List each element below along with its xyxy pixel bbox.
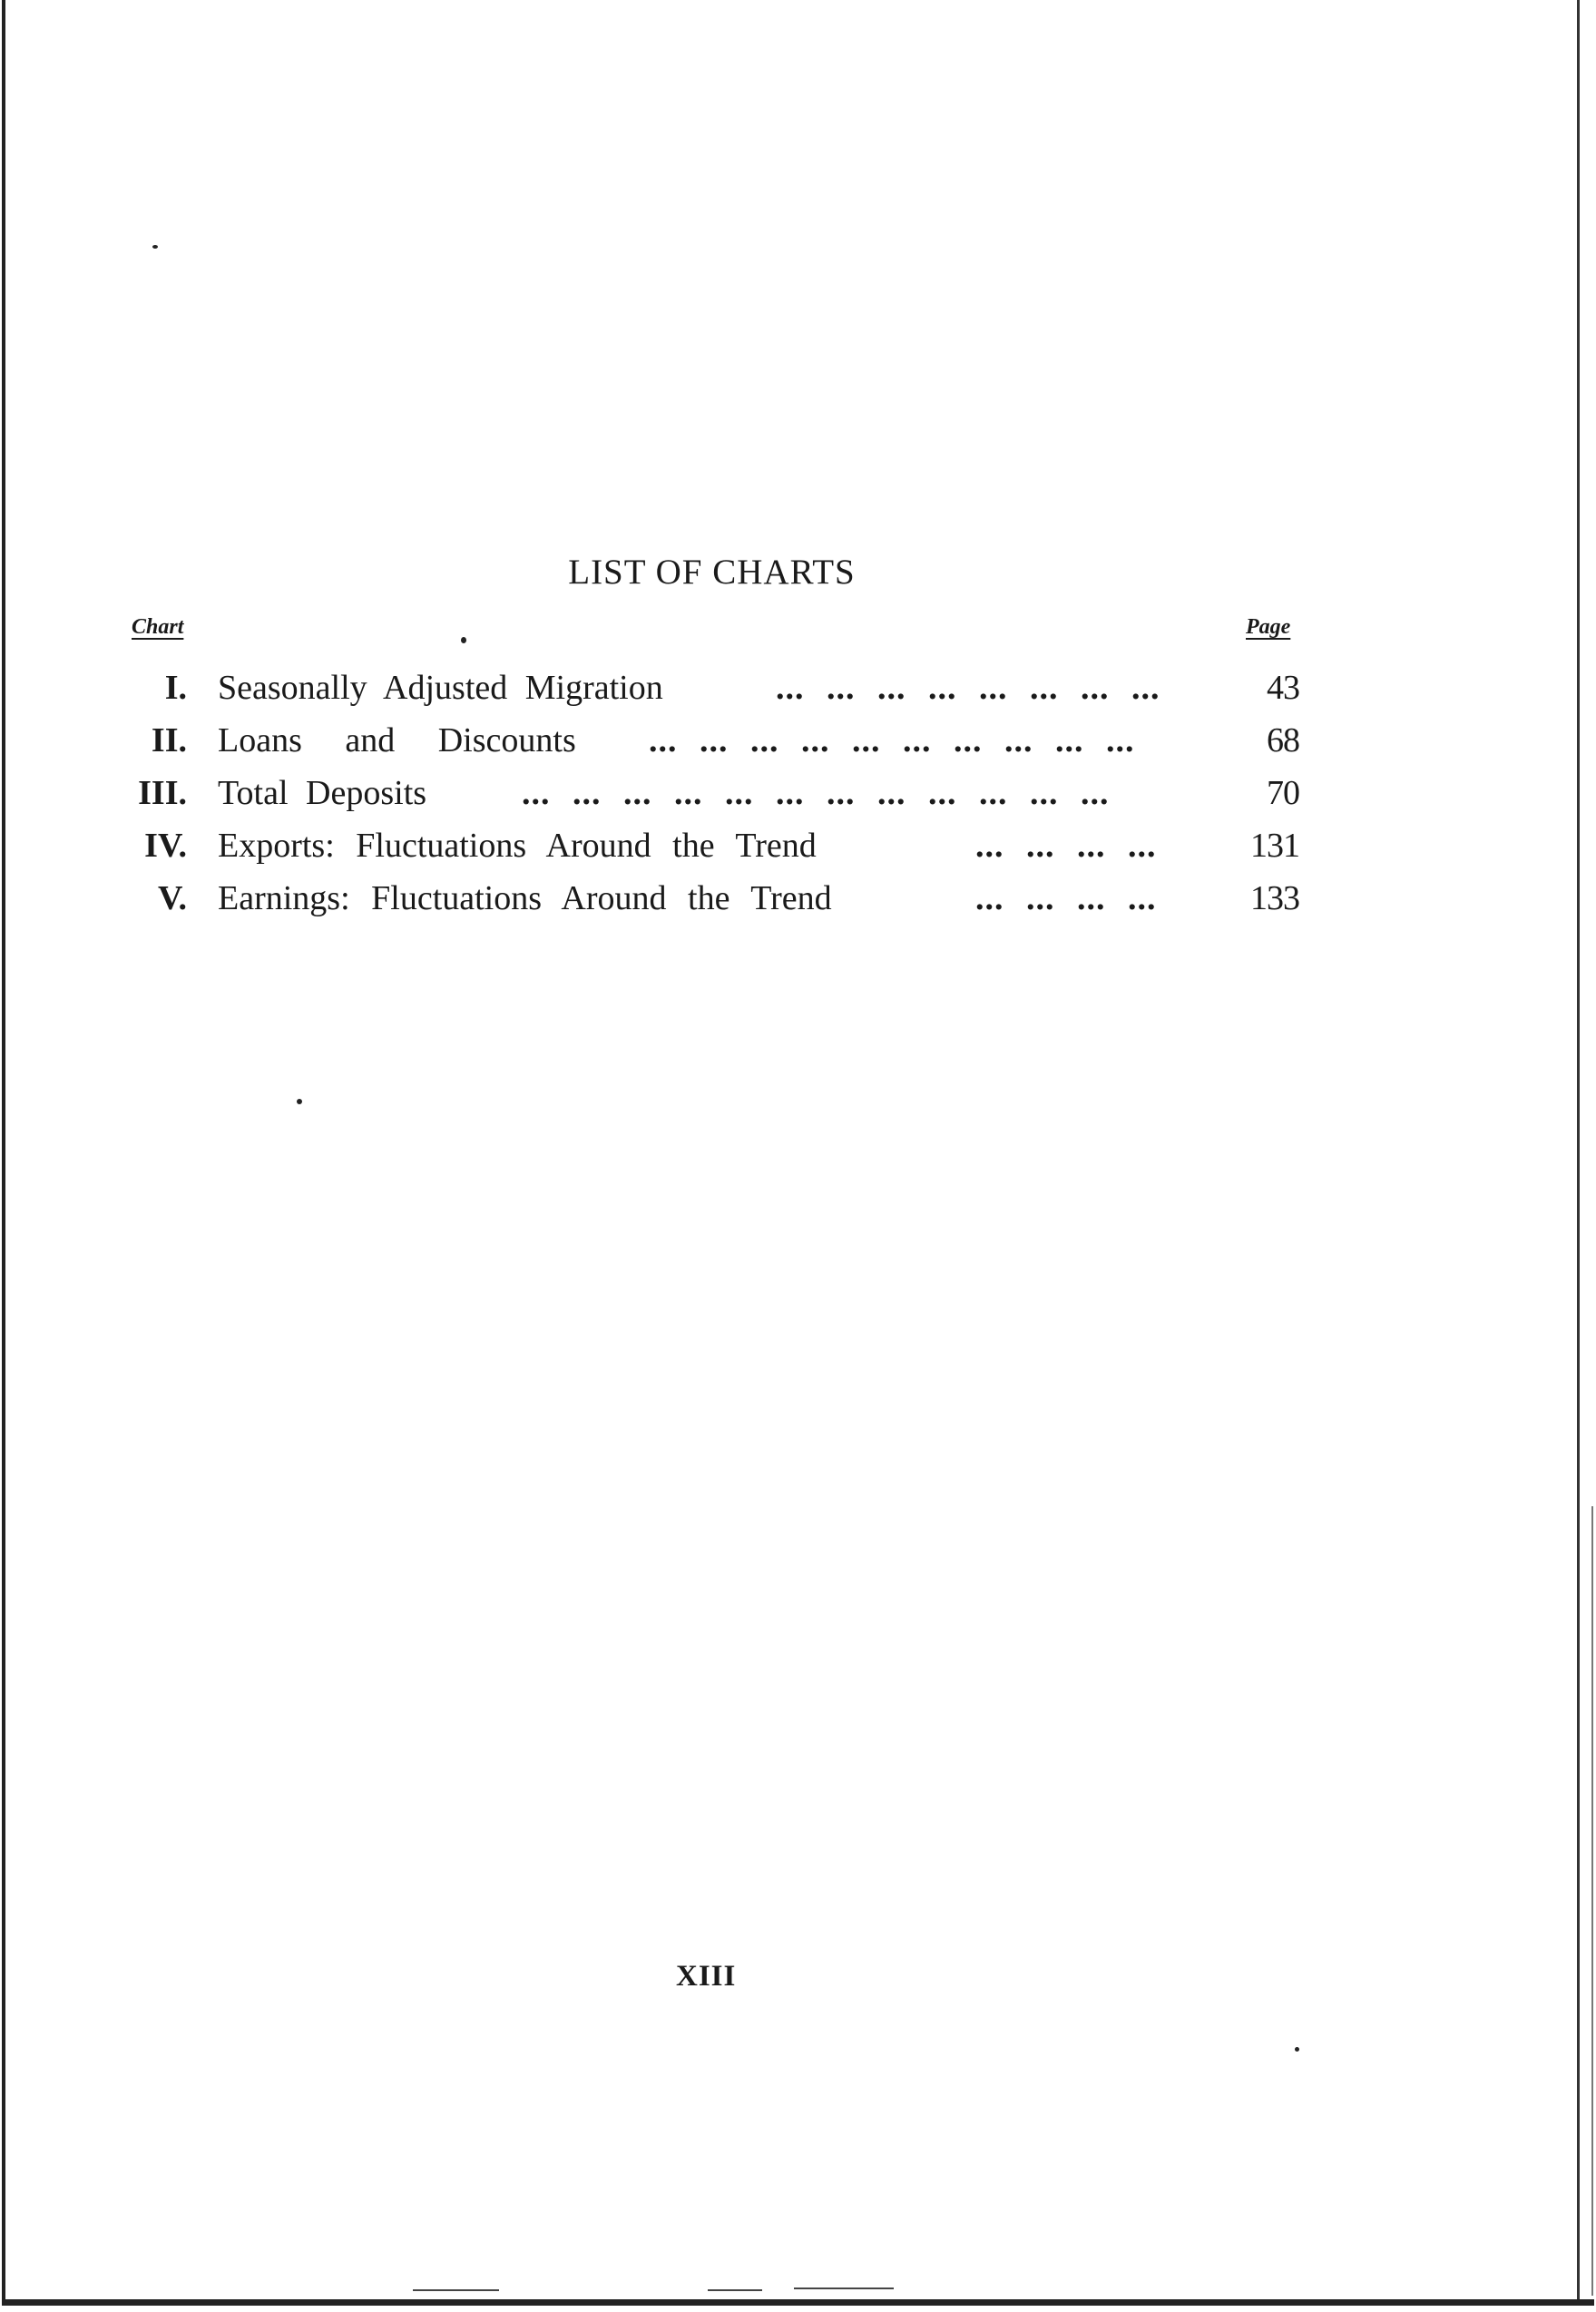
page-edge-right [1577,0,1580,2305]
dot-leaders: ... ... ... ... [975,827,1157,865]
chart-title: Earnings: Fluctuations Around the Trend [218,879,832,917]
chart-numeral: IV. [144,827,187,865]
scan-smudge [794,2288,894,2289]
dot-leaders: ... ... ... ... ... ... ... ... ... ... ... ... [522,774,1110,812]
page-number: 70 [1267,774,1299,812]
page-number: 68 [1267,721,1299,759]
list-item [0,878,1343,931]
list-item [0,668,1343,720]
chart-column-header: Chart [132,615,184,639]
ink-speck [1295,2047,1299,2052]
page-edge-bottom [2,2299,1594,2306]
scan-smudge [708,2289,762,2291]
ink-speck [297,1099,302,1104]
page-number: 131 [1250,827,1299,865]
page-number: 43 [1267,669,1299,707]
page-title: LIST OF CHARTS [568,553,856,592]
chart-title: Seasonally Adjusted Migration [218,669,663,707]
chart-title: Exports: Fluctuations Around the Trend [218,827,817,865]
page-number: 133 [1250,879,1299,917]
list-item [0,720,1343,773]
page-folio: XIII [676,1960,737,1993]
chart-numeral: I. [164,669,187,707]
ink-speck [461,637,466,643]
list-item [0,773,1343,826]
chart-numeral: V. [157,879,187,917]
scan-smudge [413,2289,499,2291]
chart-title: Loans and Discounts [218,721,576,759]
page-column-header: Page [1246,615,1291,639]
page-edge-left [2,0,5,2305]
chart-numeral: II. [151,721,187,759]
chart-numeral: III. [138,774,187,812]
list-item [0,826,1343,878]
dot-leaders: ... ... ... ... [975,879,1157,917]
dot-leaders: ... ... ... ... ... ... ... ... [776,669,1160,707]
ink-speck [152,245,158,249]
chart-title: Total Deposits [218,774,427,812]
dot-leaders: ... ... ... ... ... ... ... ... ... ... [649,721,1135,759]
page-edge-right-shadow [1591,1506,1593,2296]
